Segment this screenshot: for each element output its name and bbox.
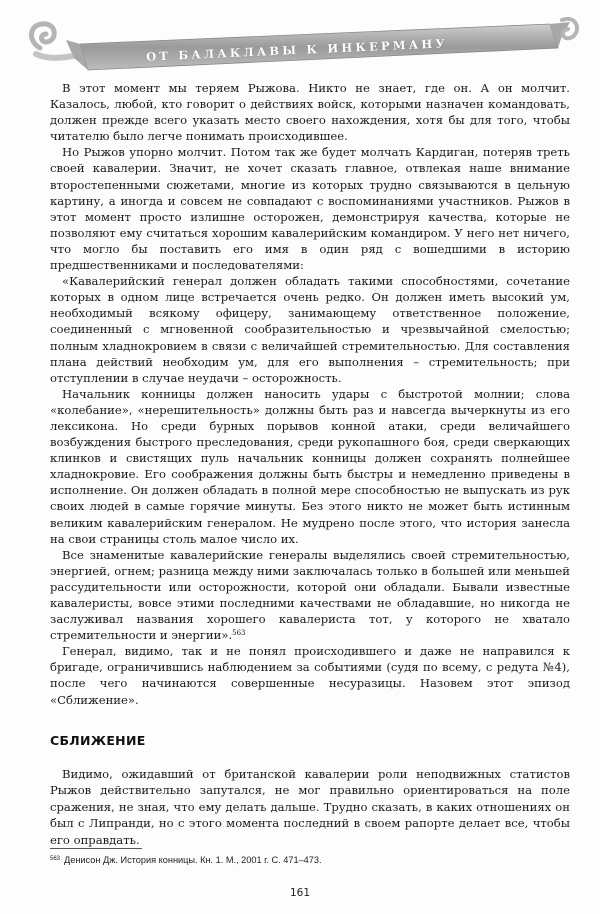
quote-paragraph: Начальник конницы должен наносить удары с быстротой молнии; слова «колебание», «нерешительность» должны быть раз и навсегда вычеркнуты из его лексикона. Но среди бурных порывов конной атаки, среди величайшего возбуждения быстрого преследования, среди рукопашного боя, среди сверкающих клинков и свистящих пуль начальник конницы должен сохранять полнейшее хладнокровие. Его соображения должны быть быстры и немедленно приведены в исполнение. Он должен обладать в полной мере способностью не выпускать из рук своих людей в самые горячие минуты. Без этого никто не может быть истинным великим кавалерийским генералом. Не мудрено после этого, что история занесла на свои страницы столь малое число их. <box>50 386 570 546</box>
section-heading: СБЛИЖЕНИЕ <box>50 733 146 748</box>
paragraph: Но Рыжов упорно молчит. Потом так же будет молчать Кардиган, потеряв треть своей кавалерии. Значит, не хочет сказать главное, отвлекая наше внимание второстепенными сюжетами, многие из которых трудно связываются в цельную картину, а иногда и совсем не совпадают с воспоминаниями участников. Рыжов в этот момент просто излишне осторожен, демонстрируя качества, которые не позволяют ему считаться хорошим кавалерийским командиром. У него нет ничего, что могло бы поставить его имя в один ряд с вошедшими в историю предшественниками и последователями: <box>50 145 570 273</box>
footnote <box>50 855 550 865</box>
paragraph: В этот момент мы теряем Рыжова. Никто не знает, где он. А он молчит. Казалось, любой, кто говорит о действиях войск, которыми назначен командовать, должен прежде всего указать место своего нахождения, хотя бы для того, чтобы читателю было легче понимать происходившее. <box>50 81 570 144</box>
quote-paragraph <box>50 547 570 644</box>
footnote-text: Денисон Дж. История конницы. Кн. 1. М., 2001 г. С. 471–473. <box>64 855 322 865</box>
paragraph: Генерал, видимо, так и не понял происходившего и даже не направился к бригаде, ограничившись наблюдением за событиями (судя по всему, с редута №4), после чего начинаются совершенные несуразицы. Назовем этот эпизод «Сближение». <box>50 644 570 707</box>
footnote-divider <box>50 848 142 849</box>
main-text <box>50 80 570 708</box>
footnote-number: 563 <box>50 856 61 862</box>
page-number: 161 <box>289 887 311 899</box>
quote-text: Все знаменитые кавалерийские генералы выделялись своей стремительностью, энергией, огнем; разница между ними заключалась только в большей или меньшей рассудительности или осторожности, которой они обладали. Бывали известные кавалеристы, вовсе этими последними качествами не обладавшие, но никогда не заслуживал названия хорошего кавалериста тот, у которого не хватало стремительности и энергии». <box>50 547 570 643</box>
quote-paragraph: «Кавалерийский генерал должен обладать такими способностями, сочетание которых в одном лице встречается очень редко. Он должен иметь высокий ум, необходимый всякому офицеру, занимающему ответственное положение, соединенный с мгновенной сообразительностью и чрезвычайной смелостью; полным хладнокровием в связи с величайшей стремительностью. Для составления плана действий необходим ум, для его выполнения – стремительность; при отступлении в случае неудачи – осторожность. <box>50 274 570 385</box>
running-head-title: ОТ БАЛАКЛАВЫ К ИНКЕРМАНУ <box>145 36 449 64</box>
section-text <box>50 766 570 848</box>
running-head-banner <box>22 14 582 76</box>
footnote-reference[interactable]: 563 <box>232 629 246 638</box>
paragraph: Видимо, ожидавший от британской кавалерии роли неподвижных статистов Рыжов действительно запутался, не мог правильно ориентироваться на поле сражения, не зная, что ему делать дальше. Трудно сказать, в каких отношениях он был с Липранди, но с этого момента последний в своем рапорте делает все, чтобы его оправдать. <box>50 767 570 847</box>
